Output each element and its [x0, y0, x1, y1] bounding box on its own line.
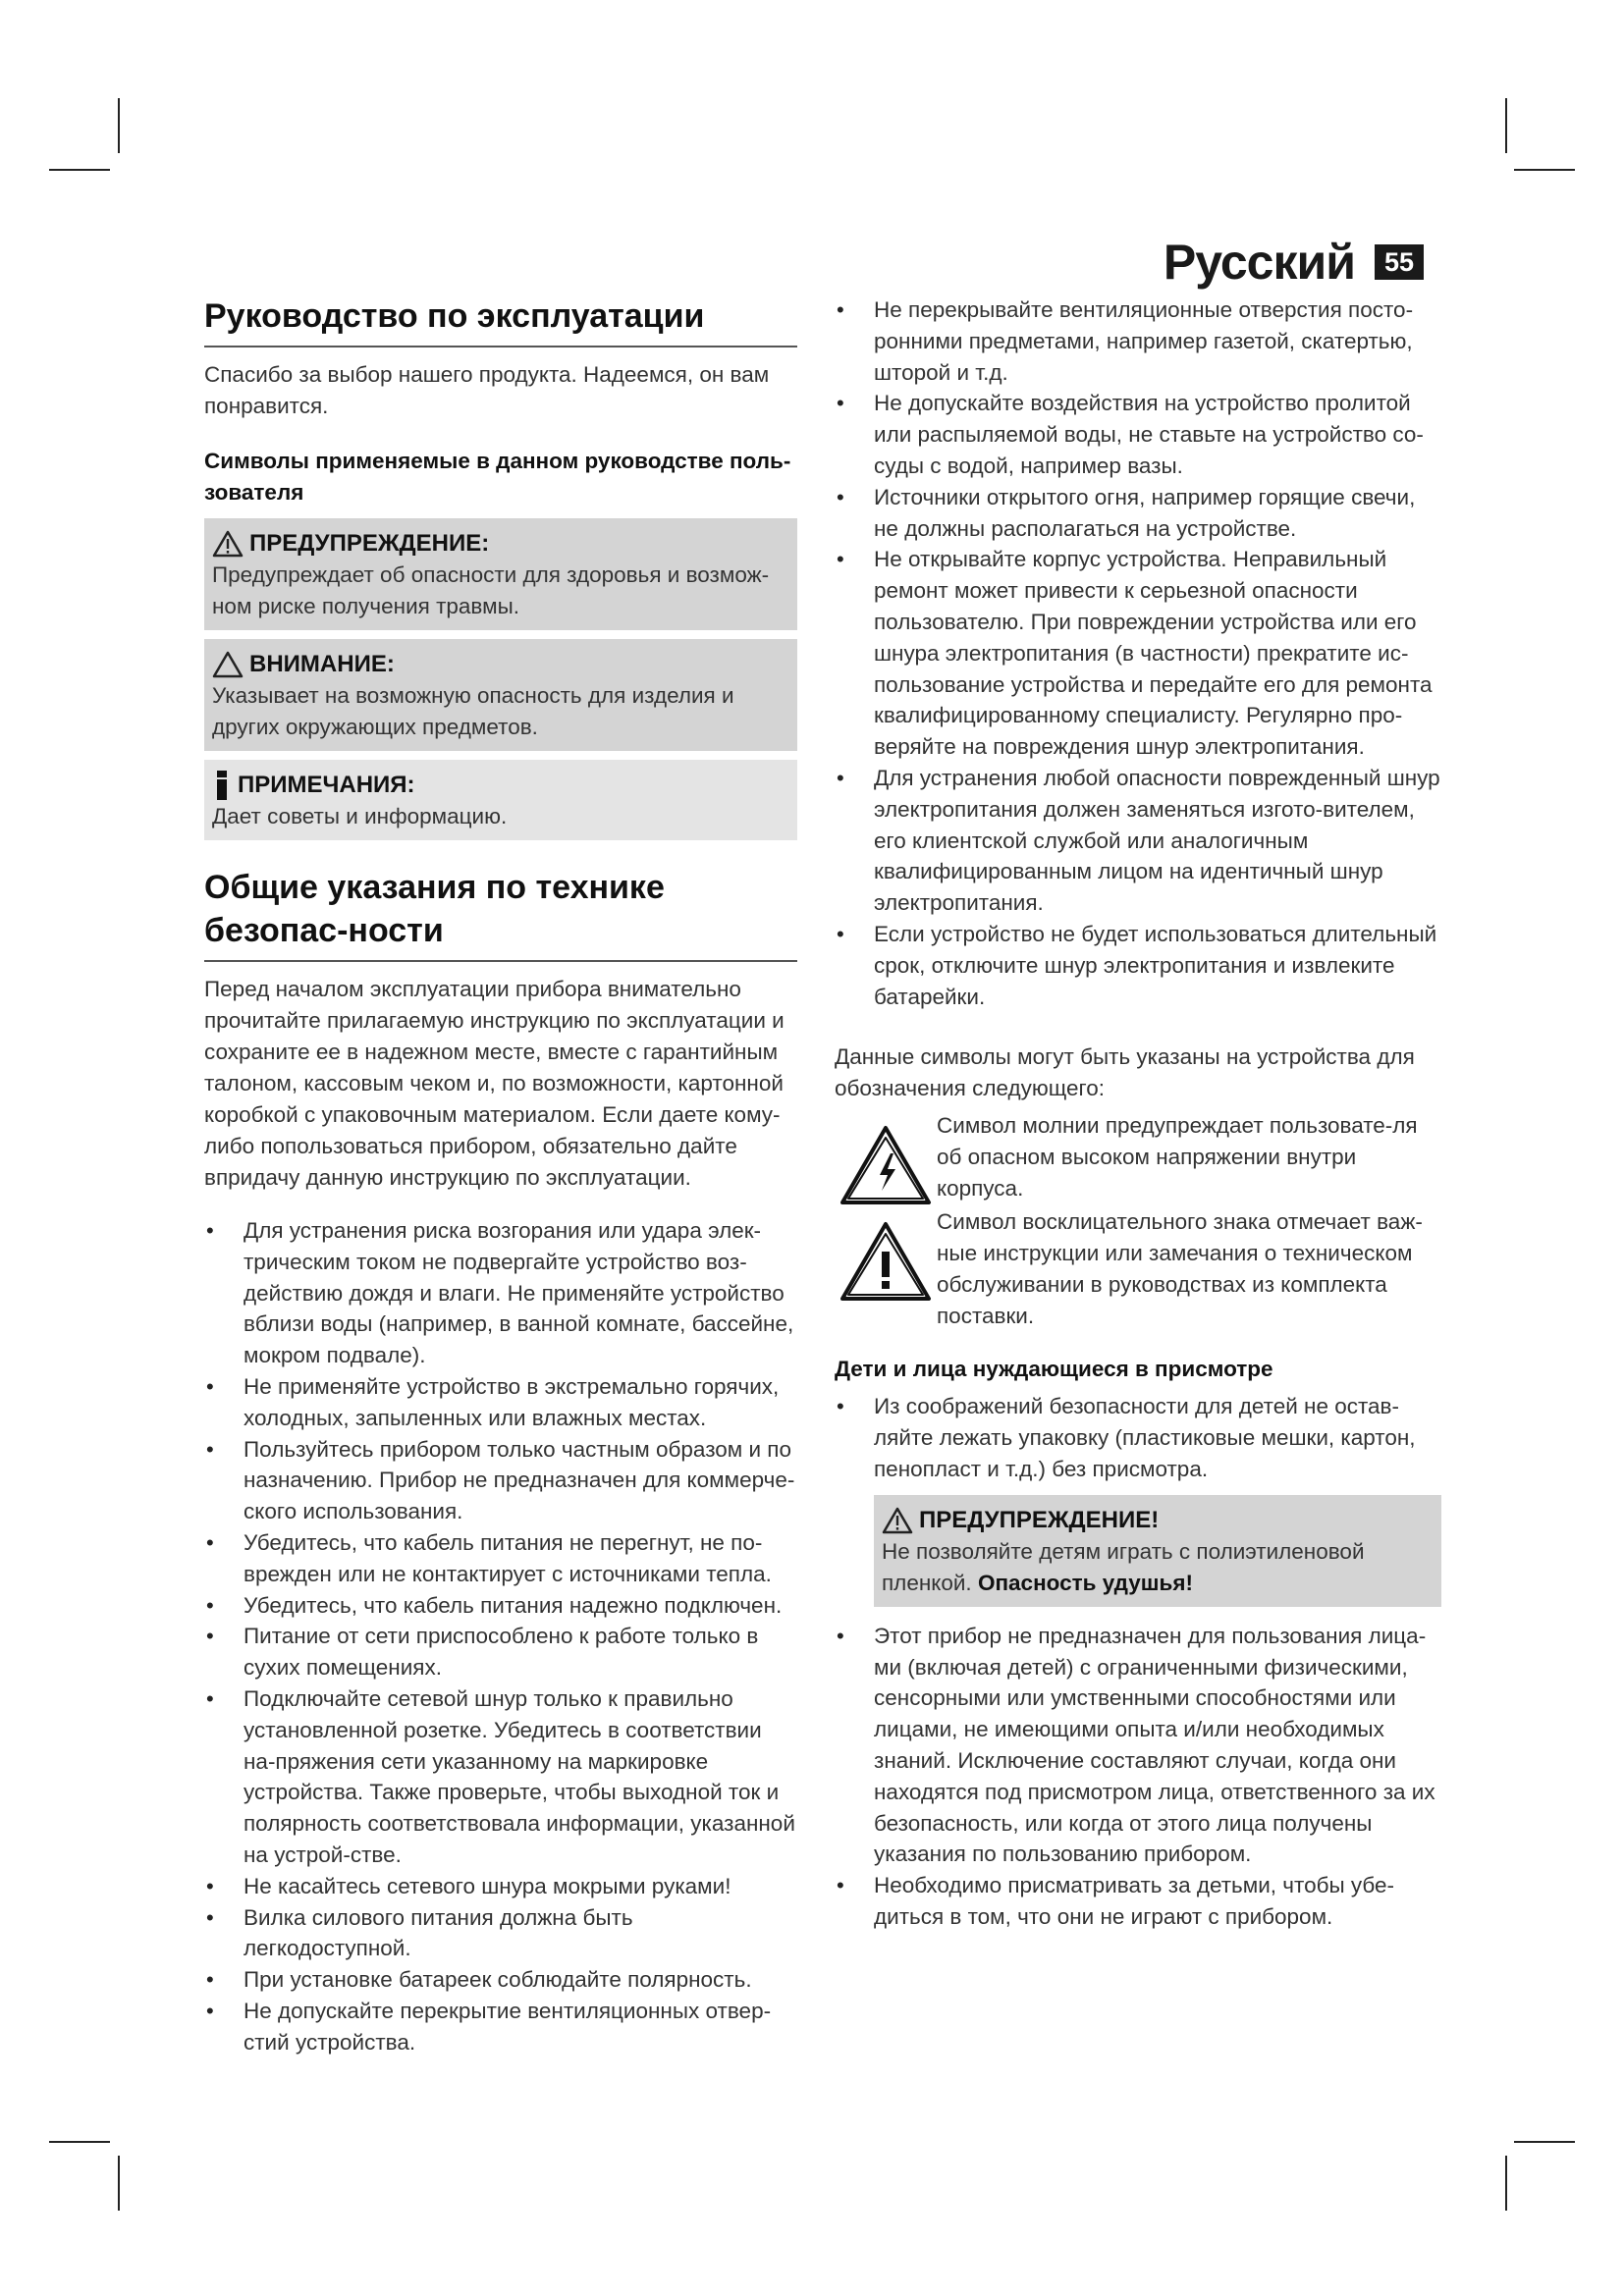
list-item: • Не применяйте устройство в экстремально горячих, холодных, запыленных или влажных местах.	[204, 1371, 797, 1434]
caution-box-text: Указывает на возможную опасность для изделия и других окружающих предметов.	[212, 683, 734, 739]
title-rule	[204, 346, 797, 347]
left-column	[204, 294, 797, 2058]
exclamation-symbol-text: Символ восклицательного знака отмечает важ-ные инструкции или замечания о техническом обслуживании в руководствах из комплекта поставки.	[937, 1209, 1423, 1329]
warning-box-2-text: Не позволяйте детям играть с полиэтиленовой пленкой.	[882, 1538, 1365, 1595]
caution-triangle-icon	[212, 651, 244, 678]
list-item: • Необходимо присматривать за детьми, чтобы убе-диться в том, что они не играют с прибором.	[835, 1870, 1441, 1933]
list-item: • Этот прибор не предназначен для пользования лица-ми (включая детей) с ограниченными физическими, сенсорными или умственными способностями или лицами, не имеющими опыта и/или необходимых знаний. Исключение составляют случаи, когда они находятся под присмотром лица, ответственного за их безопасность, или когда от этого лица получены указания по пользованию прибором.	[835, 1621, 1441, 1870]
crop-mark	[1505, 2156, 1507, 2211]
list-item: • Питание от сети приспособлено к работе только в сухих помещениях.	[204, 1621, 797, 1683]
intro-text: Спасибо за выбор нашего продукта. Надеемся, он вам понравится.	[204, 362, 770, 418]
page-number: 55	[1375, 244, 1424, 280]
caution-box	[204, 639, 797, 751]
crop-mark	[1514, 169, 1575, 171]
lightning-symbol-row	[835, 1110, 1441, 1206]
symbols-intro: Данные символы могут быть указаны на устройства для обозначения следующего:	[835, 1044, 1415, 1101]
warning-box-2-title: ПРЕДУПРЕЖДЕНИЕ!	[919, 1506, 1160, 1533]
warning-triangle-icon	[882, 1507, 913, 1534]
warning-box-title: ПРЕДУПРЕЖДЕНИЕ:	[249, 530, 490, 557]
crop-mark	[118, 98, 120, 153]
list-item: • Подключайте сетевой шнур только к правильно установленной розетке. Убедитесь в соответствии на-пряжения сети указанному на маркировке устройства. Также проверьте, чтобы выходной ток и полярность соответствовала информации, указанной на устрой-стве.	[204, 1683, 797, 1871]
symbols-heading: Символы применяемые в данном руководстве поль-зователя	[204, 449, 791, 505]
safety-bullet-list-continued	[835, 294, 1441, 1012]
list-item: • Для устранения любой опасности поврежденный шнур электропитания должен заменяться изгото-вителем, его клиентской службой или аналогичным квалифицированным лицом на идентичный шнур электропитания.	[835, 763, 1441, 919]
list-item: • Пользуйтесь прибором только частным образом и по назначению. Прибор не предназначен для коммерче-ского использования.	[204, 1434, 797, 1527]
lightning-warning-icon	[839, 1124, 933, 1206]
list-item: • Не открывайте корпус устройства. Неправильный ремонт может привести к серьезной опасности пользователю. При повреждении устройства или его шнура электропитания (в частности) прекратите ис-пользование устройства и передайте его для ремонта квалифицированному специалисту. Регулярно про-веряйте на повреждения шнур электропитания.	[835, 544, 1441, 763]
crop-mark	[1514, 2141, 1575, 2143]
exclamation-symbol-row	[835, 1206, 1441, 1332]
info-icon	[212, 771, 232, 800]
crop-mark	[49, 169, 110, 171]
safety-rule	[204, 960, 797, 962]
warning-box-2	[874, 1495, 1441, 1607]
manual-title: Руководство по эксплуатации	[204, 297, 705, 335]
safety-bullet-list	[204, 1215, 797, 2058]
list-item: • Убедитесь, что кабель питания надежно подключен.	[204, 1590, 797, 1622]
crop-mark	[49, 2141, 110, 2143]
children-bullet-list	[835, 1391, 1441, 1484]
list-item: • При установке батареек соблюдайте полярность.	[204, 1964, 797, 1996]
list-item: • Вилка силового питания должна быть легкодоступной.	[204, 1902, 797, 1965]
warning-box-text: Предупреждает об опасности для здоровья и возмож-ном риске получения травмы.	[212, 562, 770, 618]
list-item: • Если устройство не будет использоваться длительный срок, отключите шнур электропитания и извлеките батарейки.	[835, 919, 1441, 1012]
crop-mark	[118, 2156, 120, 2211]
list-item: • Не касайтесь сетевого шнура мокрыми руками!	[204, 1871, 797, 1902]
list-item: • Источники открытого огня, например горящие свечи, не должны располагаться на устройстве.	[835, 482, 1441, 545]
right-column	[835, 294, 1441, 1933]
warning-box	[204, 518, 797, 630]
children-bullet-list-2	[835, 1621, 1441, 1933]
list-item: • Из соображений безопасности для детей не остав-ляйте лежать упаковку (пластиковые мешки, картон, пенопласт и т.д.) без присмотра.	[835, 1391, 1441, 1484]
notes-box	[204, 760, 797, 840]
list-item: • Убедитесь, что кабель питания не перегнут, не по-врежден или не контактирует с источниками тепла.	[204, 1527, 797, 1590]
caution-box-title: ВНИМАНИЕ:	[249, 651, 395, 677]
list-item: • Для устранения риска возгорания или удара элек-трическим током не подвергайте устройство воз-действию дождя и влаги. Не применяйте устройство вблизи воды (например, в ванной комнате, бассейне, мокром подвале).	[204, 1215, 797, 1371]
list-item: • Не допускайте воздействия на устройство пролитой или распыляемой воды, не ставьте на устройство со-суды с водой, например вазы.	[835, 388, 1441, 481]
notes-box-title: ПРИМЕЧАНИЯ:	[238, 772, 415, 798]
warning-triangle-icon	[212, 530, 244, 558]
lightning-symbol-text: Символ молнии предупреждает пользовате-ля об опасном высоком напряжении внутри корпуса.	[937, 1113, 1418, 1201]
exclamation-warning-icon	[839, 1220, 933, 1303]
page-header	[1164, 234, 1424, 291]
language-label: Русский	[1163, 235, 1355, 290]
crop-mark	[1505, 98, 1507, 153]
children-heading: Дети и лица нуждающиеся в присмотре	[835, 1357, 1273, 1382]
list-item: • Не допускайте перекрытие вентиляционных отвер-стий устройства.	[204, 1996, 797, 2058]
notes-box-text: Дает советы и информацию.	[212, 804, 508, 828]
list-item: • Не перекрывайте вентиляционные отверстия посто-ронними предметами, например газетой, скатертью, шторой и т.д.	[835, 294, 1441, 388]
warning-box-2-emphasis: Опасность удушья!	[977, 1570, 1193, 1595]
safety-title: Общие указания по технике безопас-ности	[204, 869, 665, 949]
safety-intro: Перед началом эксплуатации прибора внимательно прочитайте прилагаемую инструкцию по эксплуатации и сохраните ее в надежном месте, вместе с гарантийным талоном, кассовым чеком и, по возможности, картонной коробкой с упаковочным материалом. Если даете кому-либо попользоваться прибором, обязательно дайте впридачу данную инструкцию по эксплуатации.	[204, 977, 785, 1190]
